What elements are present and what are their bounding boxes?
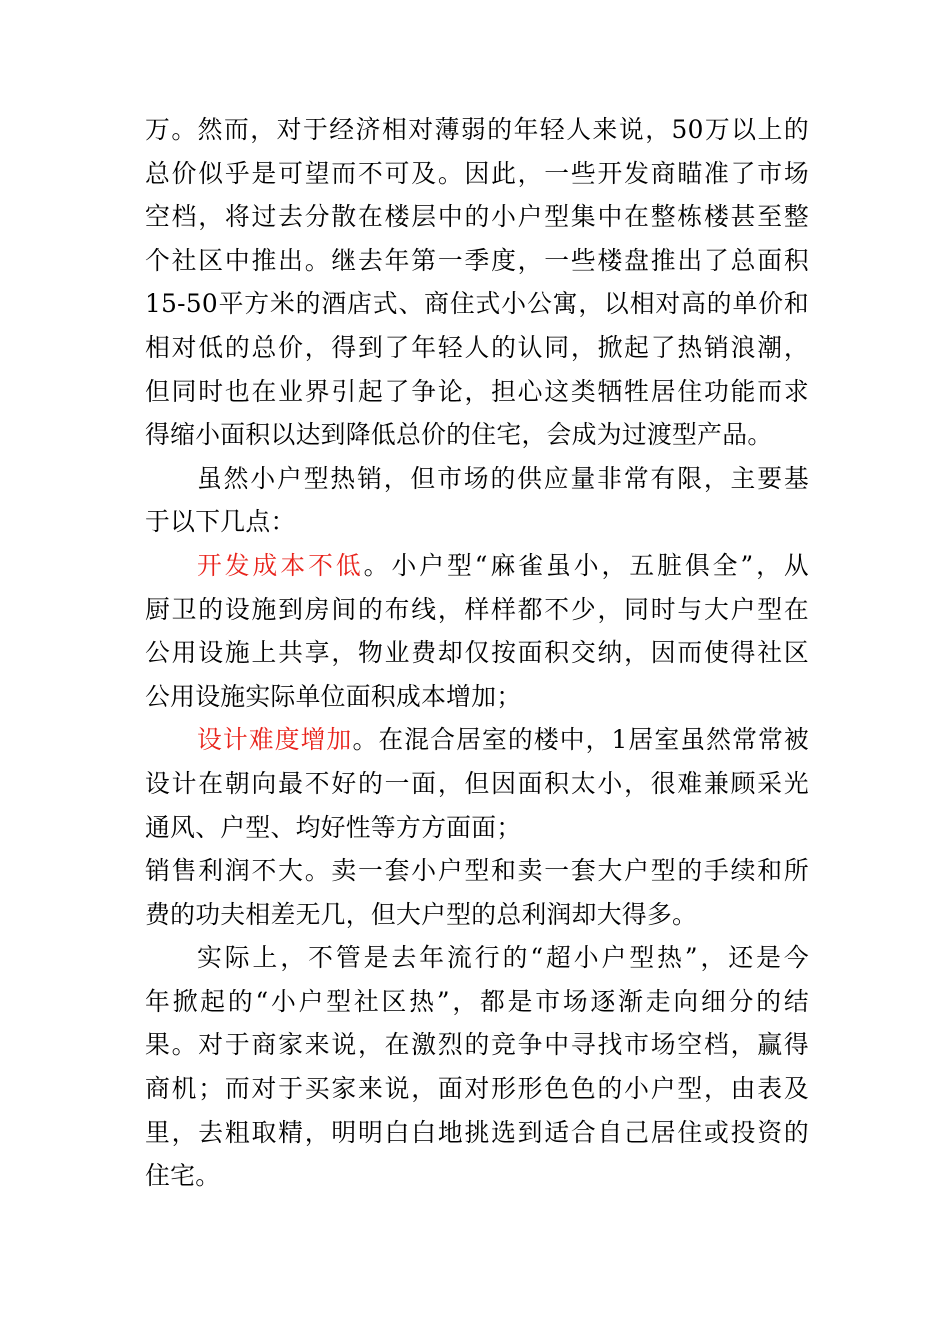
- point-text: 。小户型“麻雀虽小，五脏俱全”，从: [363, 550, 809, 580]
- text-line: 住宅。: [145, 1161, 221, 1191]
- point-development-cost: [145, 544, 809, 718]
- text-line: 里，去粗取精，明明白白地挑选到适合自己居住或投资的: [145, 1117, 809, 1147]
- text-line: 相对低的总价，得到了年轻人的认同，掀起了热销浪潮，: [145, 332, 809, 362]
- text-line: 总价似乎是可望而不可及。因此，一些开发商瞄准了市场: [145, 158, 809, 188]
- text-line: 公用设施实际单位面积成本增加；: [145, 681, 522, 711]
- text-line: 得缩小面积以达到降低总价的住宅，会成为过渡型产品。: [145, 420, 773, 450]
- text-line: 设计在朝向最不好的一面，但因面积太小，很难兼顾采光: [145, 768, 809, 798]
- text-line: 空档，将过去分散在楼层中的小户型集中在整栋楼甚至整: [145, 202, 809, 232]
- point-text: 。在混合居室的楼中，1居室虽然常常被: [352, 725, 809, 755]
- text-line: 果。对于商家来说，在激烈的竞争中寻找市场空档，赢得: [145, 1030, 809, 1060]
- point-sales-profit: [145, 849, 809, 936]
- text-line: 于以下几点：: [145, 507, 296, 537]
- text-line: 通风、户型、均好性等方方面面；: [145, 812, 522, 842]
- text-line: 商机；而对于买家来说，面对形形色色的小户型，由表及: [145, 1074, 809, 1104]
- point-heading-highlight: 开发成本不低: [197, 550, 364, 580]
- document-page: [145, 108, 809, 1198]
- text-line: 个社区中推出。继去年第一季度，一些楼盘推出了总面积: [145, 245, 809, 275]
- text-line: 实际上，不管是去年流行的“超小户型热”，还是今: [197, 943, 809, 973]
- text-line: 年掀起的“小户型社区热”，都是市场逐渐走向细分的结: [145, 986, 809, 1016]
- paragraph-2: [145, 457, 809, 544]
- text-line: 销售利润不大。卖一套小户型和卖一套大户型的手续和所: [145, 856, 809, 886]
- point-design-difficulty: [145, 718, 809, 849]
- text-line: 虽然小户型热销，但市场的供应量非常有限，主要基: [197, 463, 809, 493]
- text-line: 厨卫的设施到房间的布线，样样都不少，同时与大户型在: [145, 594, 809, 624]
- text-line: 公用设施上共享，物业费却仅按面积交纳，因而使得社区: [145, 638, 809, 668]
- point-heading-highlight: 设计难度增加: [197, 725, 353, 755]
- paragraph-3: [145, 936, 809, 1198]
- text-line: 万。然而，对于经济相对薄弱的年轻人来说，50万以上的: [145, 115, 809, 144]
- paragraph-1: [145, 108, 809, 457]
- text-line: 费的功夫相差无几，但大户型的总利润却大得多。: [145, 899, 698, 929]
- text-line: [145, 544, 809, 588]
- text-line: [145, 718, 809, 762]
- text-line: 15-50平方米的酒店式、商住式小公寓，以相对高的单价和: [145, 289, 809, 319]
- text-line: 但同时也在业界引起了争论，担心这类牺牲居住功能而求: [145, 376, 809, 406]
